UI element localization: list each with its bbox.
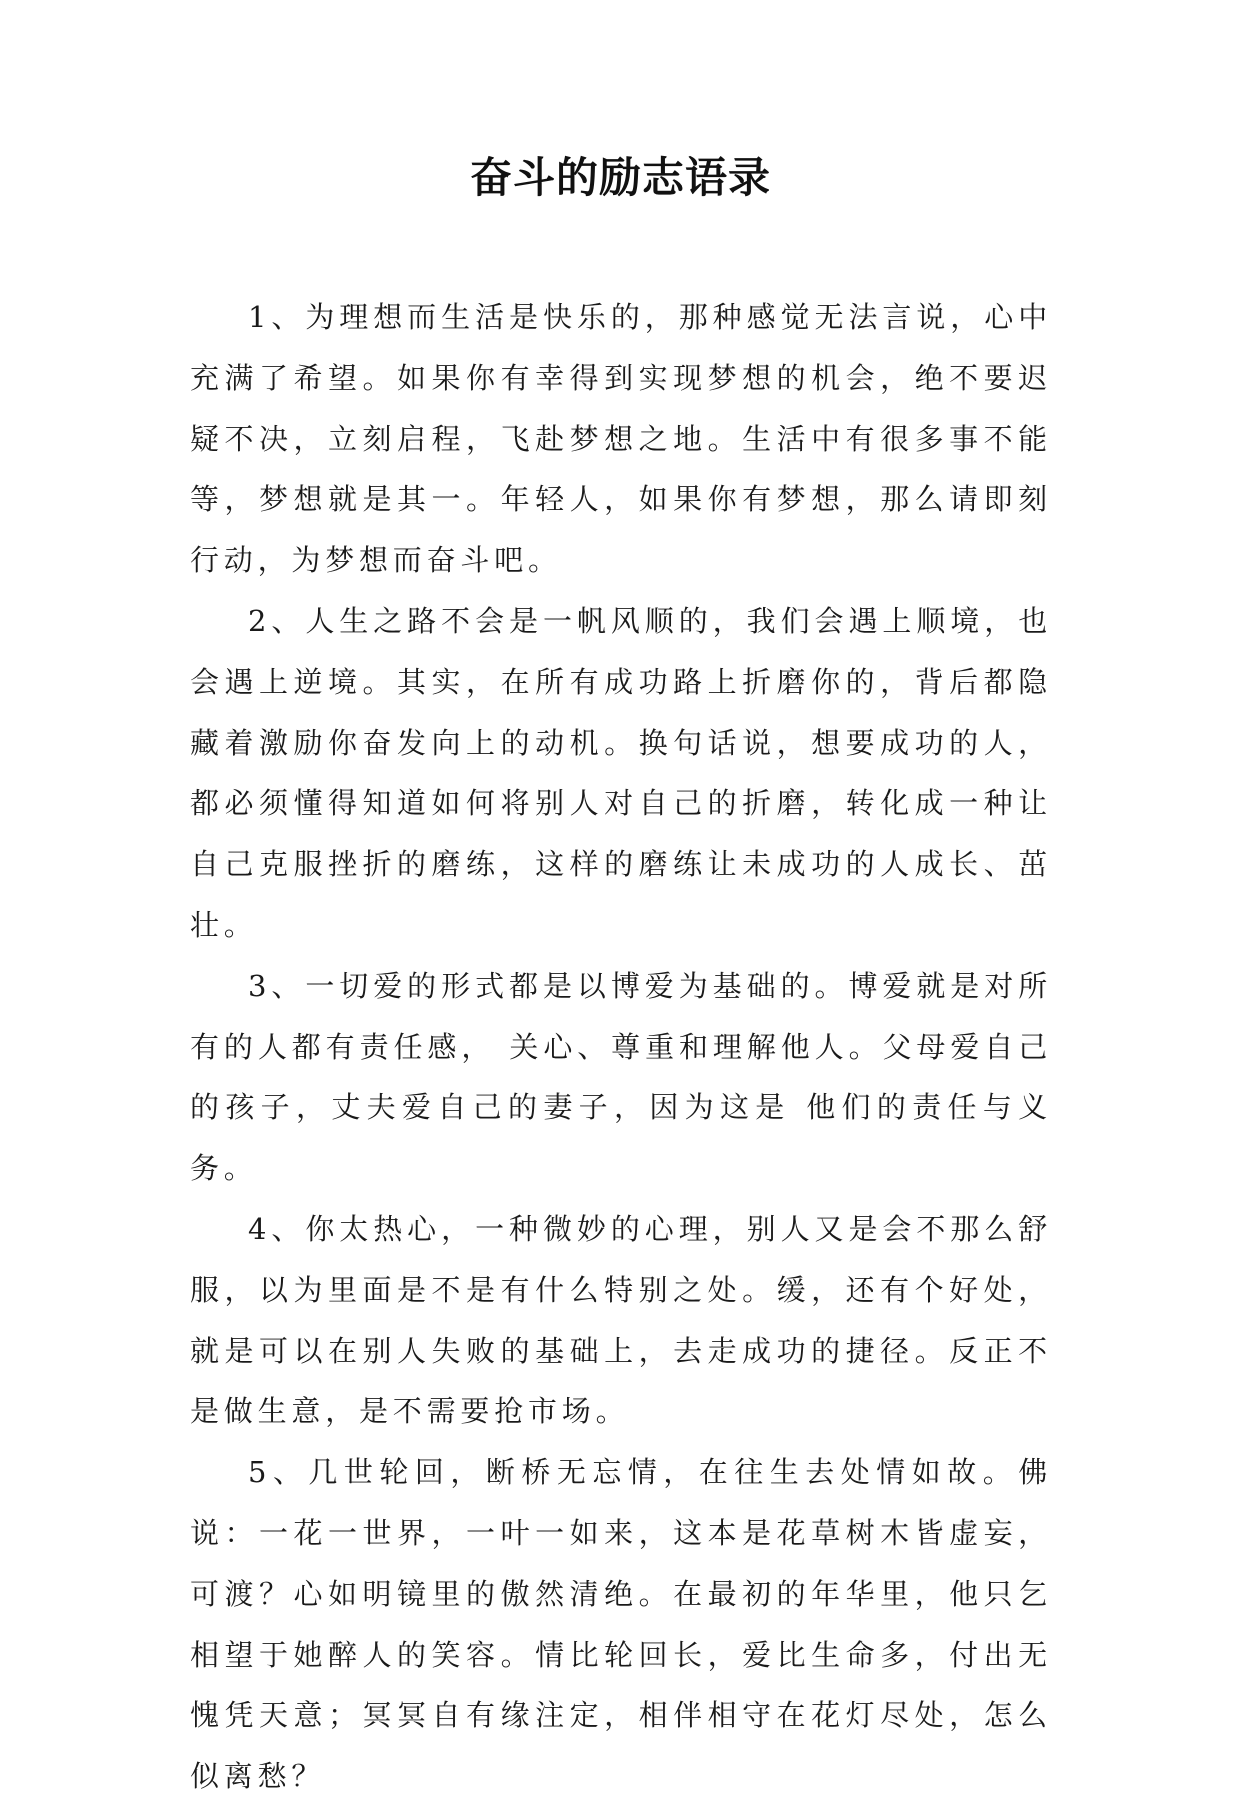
paragraph-4: 4、你太热心，一种微妙的心理，别人又是会不那么舒服，以为里面是不是有什么特别之处。缓，还有个好处，就是可以在别人失败的基础上，去走成功的捷径。反正不是做生意，是不需要抢市场。: [190, 1211, 1052, 1429]
paragraph-1: 1、为理想而生活是快乐的，那种感觉无法言说，心中充满了希望。如果你有幸得到实现梦想的机会，绝不要迟疑不决，立刻启程，飞赴梦想之地。生活中有很多事不能等，梦想就是其一。年轻人，如果你有梦想，那么请即刻行动，为梦想而奋斗吧。: [190, 300, 1052, 578]
document-title: 奋斗的励志语录: [469, 153, 771, 202]
document-body: [190, 287, 1052, 1807]
paragraph-3: 3、一切爱的形式都是以博爱为基础的。博爱就是对所有的人都有责任感， 关心、尊重和理解他人。父母爱自己的孩子，丈夫爱自己的妻子，因为这是 他们的责任与义务。: [190, 968, 1052, 1186]
paragraph-2: 2、人生之路不会是一帆风顺的，我们会遇上顺境，也会遇上逆境。其实，在所有成功路上折磨你的，背后都隐藏着激励你奋发向上的动机。换句话说，想要成功的人，都必须懂得知道如何将别人对自己的折磨，转化成一种让自己克服挫折的磨练，这样的磨练让未成功的人成长、茁壮。: [190, 603, 1052, 942]
paragraph-5: 5、几世轮回，断桥无忘情，在往生去处情如故。佛说：一花一世界，一叶一如来，这本是花草树木皆虚妄，可渡？心如明镜里的傲然清绝。在最初的年华里，他只乞相望于她醉人的笑容。情比轮回长，爱比生命多，付出无愧凭天意；冥冥自有缘注定，相伴相守在花灯尽处，怎么似离愁？: [190, 1455, 1052, 1794]
